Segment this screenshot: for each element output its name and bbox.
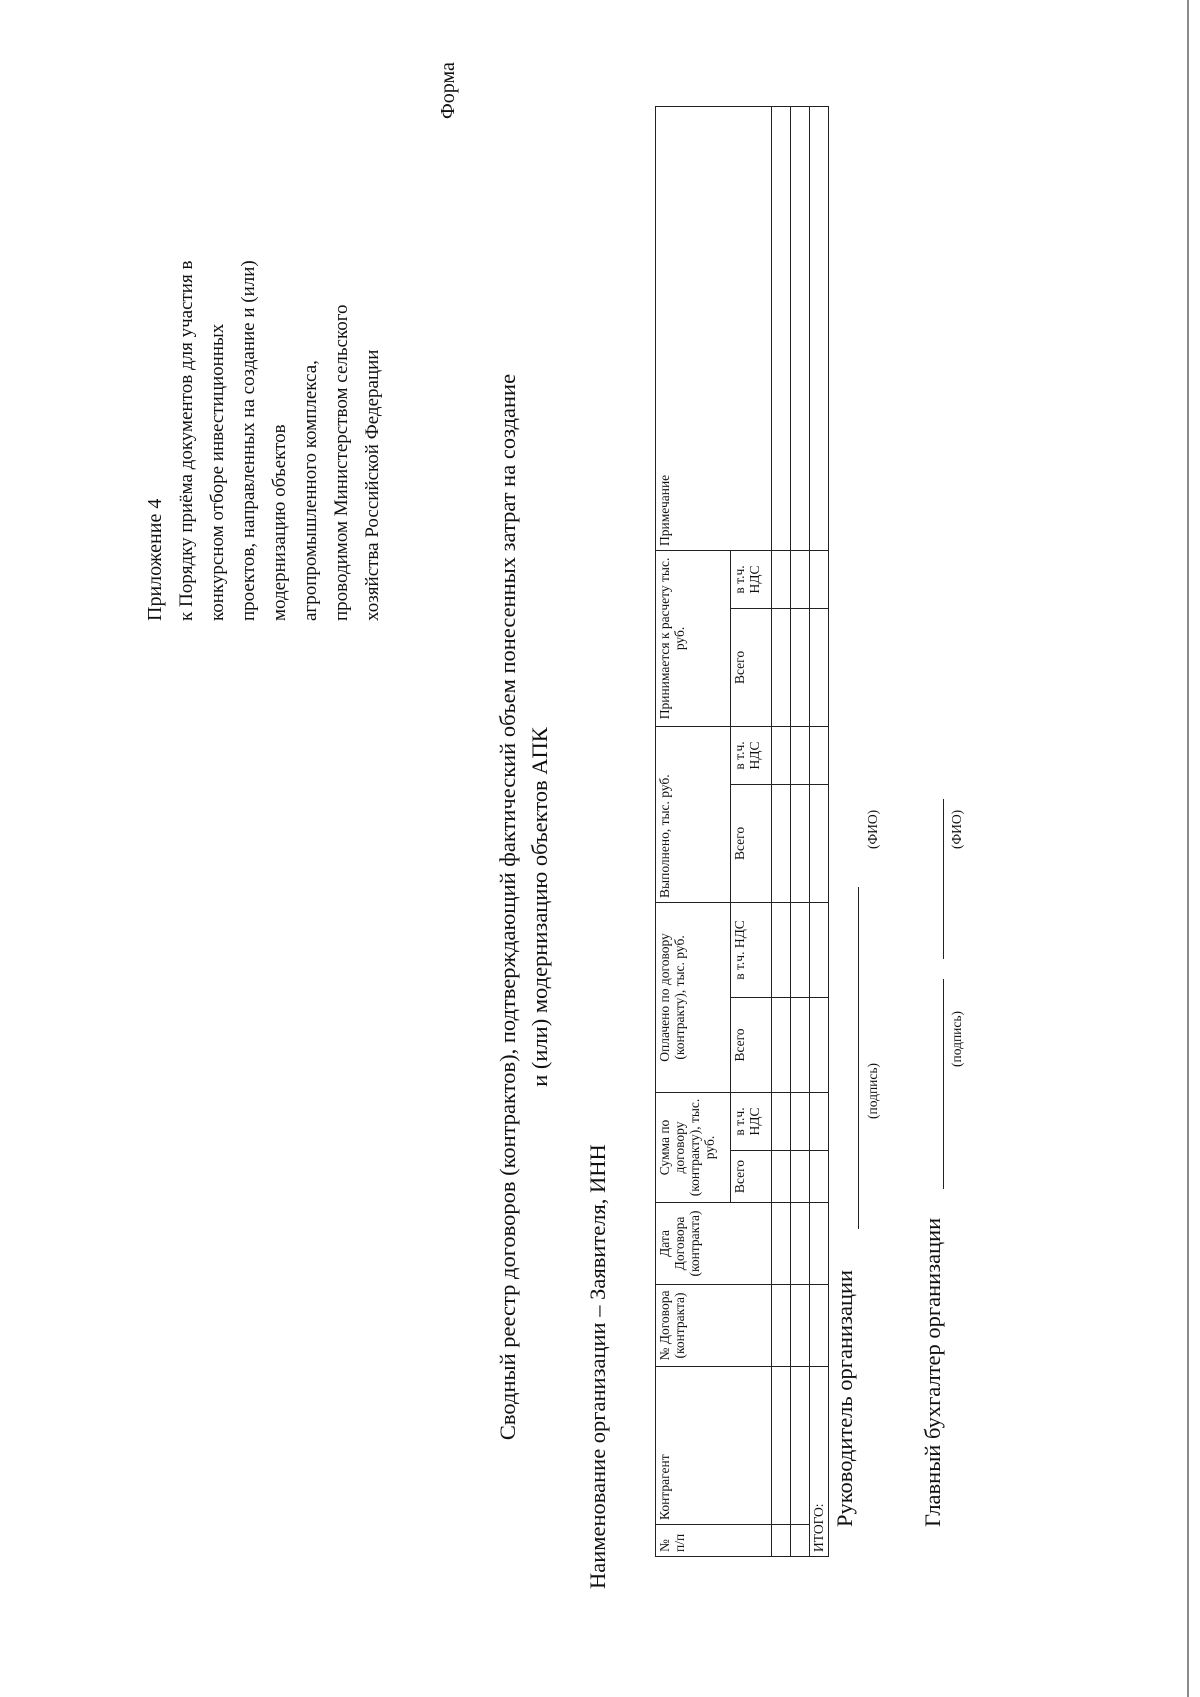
header-contract-sum: Сумма по договору (контракту), тыс. руб. [656,1092,731,1202]
organization-name-label: Наименование организации – Заявителя, ИНН [585,1144,610,1589]
head-signature-line [858,887,859,1229]
header-row-1 [656,106,731,1556]
header-contract-no: № Договора (контракта) [656,1285,772,1367]
accountant-name-line [943,799,944,959]
appendix-line: проектов, направленных на создание и (или) [238,260,259,621]
sub-header-vat: в т.ч. НДС [731,902,772,997]
sub-header-total: Всего [731,1151,772,1203]
sub-header-total: Всего [731,784,772,902]
title-line-2: и (или) модернизацию объектов АПК [527,727,552,1087]
head-signature-label: Руководитель организации [832,1269,857,1527]
total-label: ИТОГО: [810,1367,829,1557]
table-row [791,106,810,1556]
appendix-line: конкурсном отборе инвестиционных [207,323,228,621]
sub-header-total: Всего [731,997,772,1092]
appendix-line: агропромышленного комплекса, [300,360,321,621]
appendix-line: модернизацию объектов [269,424,290,621]
appendix-block [140,61,388,621]
form-label: Форма [437,62,459,119]
total-row [810,106,829,1556]
accountant-name-caption: (ФИО) [949,809,964,849]
sub-header-vat: в т.ч. НДС [731,550,772,608]
sub-header-vat: в т.ч. НДС [731,1092,772,1150]
header-contract-date: Дата Договора (контракта) [656,1203,772,1285]
accountant-signature-label: Главный бухгалтер организации [920,1217,945,1527]
accountant-signature-caption: (подпись) [949,1010,964,1067]
document-title [492,257,556,1557]
header-accepted: Принимается к расчету тыс. руб. [656,550,731,726]
accountant-signature-line [943,979,944,1189]
header-done: Выполнено, тыс. руб. [656,726,731,902]
header-paid: Оплачено по договору (контракту), тыс. руб. [656,902,731,1092]
table-row [772,106,791,1556]
contracts-registry-table [655,106,829,1557]
appendix-heading: Приложение 4 [144,498,166,621]
appendix-line: проводимом Министерством сельского [331,304,352,621]
head-signature-caption: (подпись) [865,1062,880,1119]
header-note: Примечание [656,106,772,550]
appendix-line: к Порядку приёма документов для участия в [176,260,197,621]
head-name-caption: (ФИО) [865,809,880,849]
appendix-line: хозяйства Российской Федерации [362,349,383,621]
header-counterparty: Контрагент [656,1367,772,1525]
sub-header-vat: в т.ч. НДС [731,726,772,784]
sub-header-total: Всего [731,608,772,726]
title-line-1: Сводный реестр договоров (контрактов), подтверждающий фактический объем понесенных затрат на создание [495,373,520,1441]
header-num: № п/п [656,1525,772,1557]
